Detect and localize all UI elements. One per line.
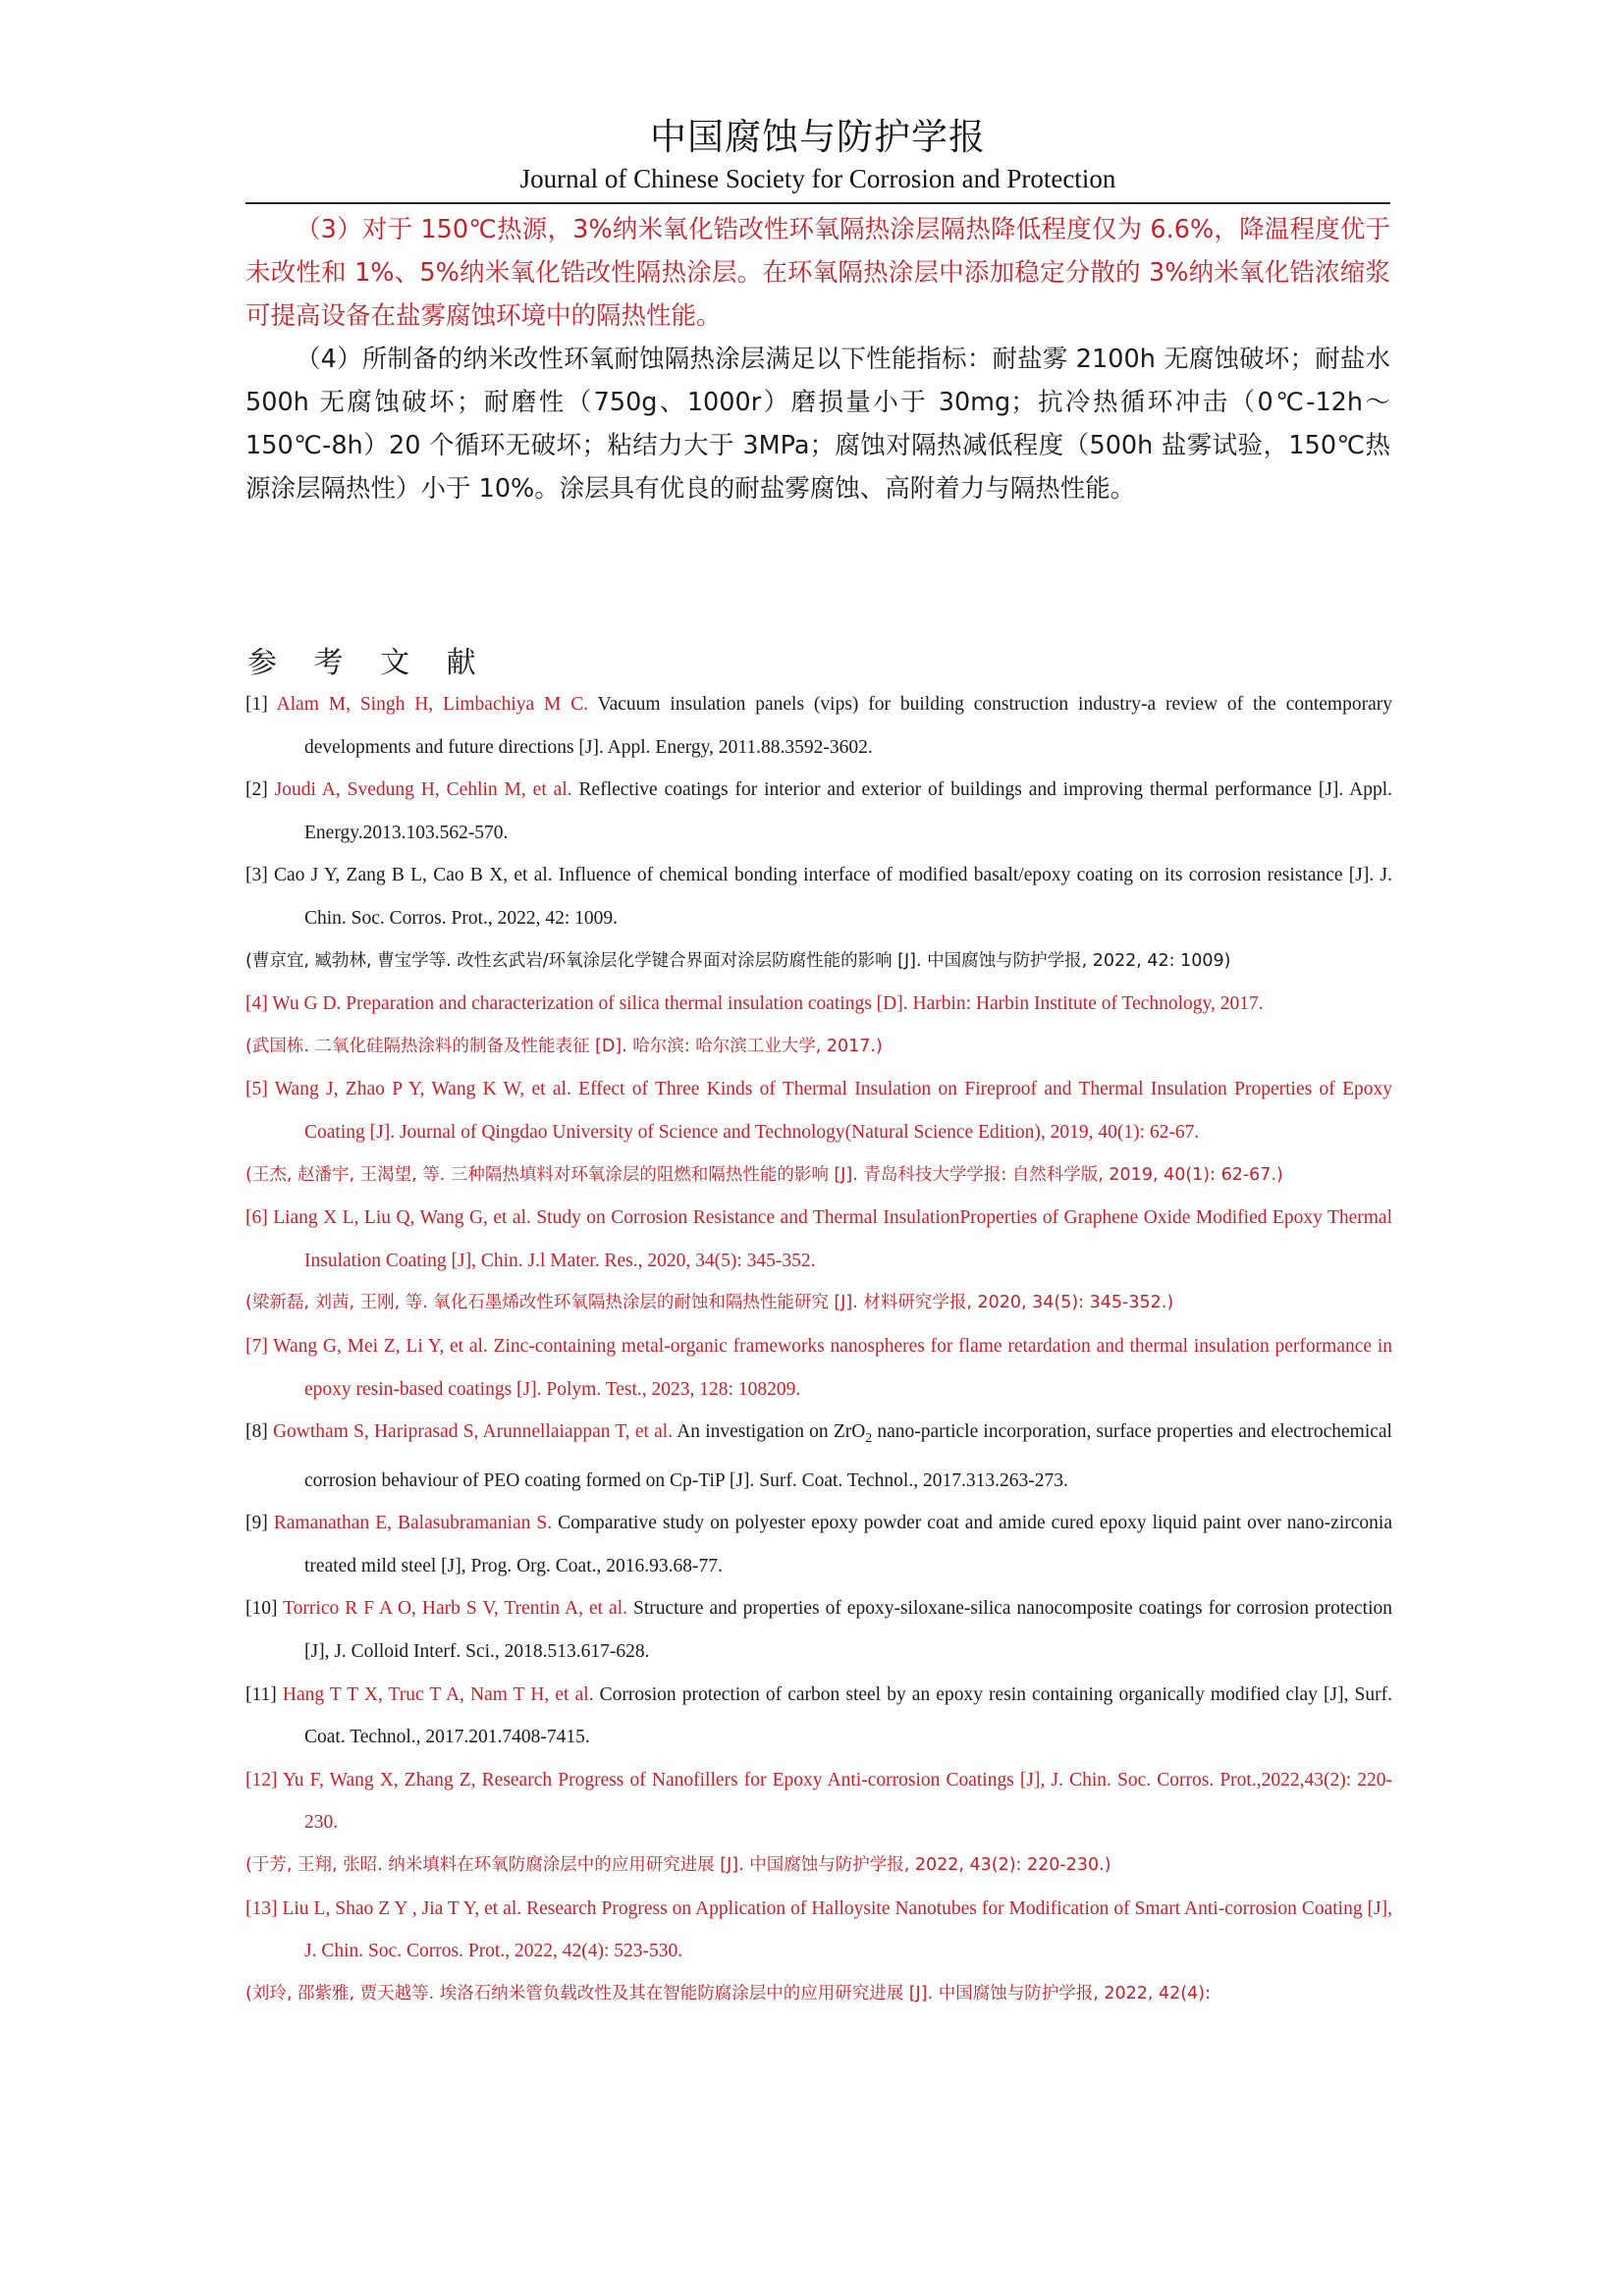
reference-2: [2] Joudi A, Svedung H, Cehlin M, et al. Reflective coatings for interior and exterior of buildings and improving thermal performance [J]. Appl. Energy.2013.103.562-570. xyxy=(245,779,1392,843)
references-heading: 参 考 文 献 xyxy=(247,646,490,680)
reference-authors: Joudi A, Svedung H, Cehlin M, et al. xyxy=(274,779,572,801)
header-rule xyxy=(245,202,1390,204)
reference-3-cn: (曹京宜, 臧勃林, 曹宝学等. 改性玄武岩/环氧涂层化学键合界面对涂层防腐性能的影响 [J]. 中国腐蚀与防护学报, 2022, 42: 1009) xyxy=(245,950,1231,971)
reference-12-cn: (于芳, 王翔, 张昭. 纳米填料在环氧防腐涂层中的应用研究进展 [J]. 中国腐蚀与防护学报, 2022, 43(2): 220-230.) xyxy=(245,1854,1111,1875)
reference-5-cn: (王杰, 赵潘宇, 王渴望, 等. 三种隔热填料对环氧涂层的阻燃和隔热性能的影响 [J]. 青岛科技大学学报: 自然科学版, 2019, 40(1): 62-67.) xyxy=(245,1164,1283,1185)
reference-authors: Torrico R F A O, Harb S V, Trentin A, et al. xyxy=(283,1598,628,1620)
reference-11: [11] Hang T T X, Truc T A, Nam T H, et al. Corrosion protection of carbon steel by an epoxy resin containing organically modified clay [J], Surf. Coat. Technol., 2017.201.7408-7415. xyxy=(245,1683,1393,1748)
reference-7: [7] Wang G, Mei Z, Li Y, et al. Zinc-containing metal-organic frameworks nanospheres for flame retardation and thermal insulation performance in epoxy resin-based coatings [J]. Polym. Test., 2023, 128: 108209. xyxy=(245,1335,1392,1400)
reference-4-cn: (武国栋. 二氧化硅隔热涂料的制备及性能表征 [D]. 哈尔滨: 哈尔滨工业大学, 2017.) xyxy=(245,1036,883,1056)
conclusion-paragraph-3: （3）对于 150℃热源，3%纳米氧化锆改性环氧隔热涂层隔热降低程度仅为 6.6%，降温程度优于未改性和 1%、5%纳米氧化锆改性隔热涂层。在环氧隔热涂层中添加稳定分散的 3%纳米氧化锆浓缩浆可提高设备在盐雾腐蚀环境中的隔热性能。 xyxy=(245,215,1390,331)
reference-9: [9] Ramanathan E, Balasubramanian S. Comparative study on polyester epoxy powder coat and amide cured epoxy liquid paint over nano-zirconia treated mild steel [J], Prog. Org. Coat., 2016.93.68-77. xyxy=(245,1513,1392,1576)
reference-authors: Alam M, Singh H, Limbachiya M C. xyxy=(276,694,589,715)
journal-title-cn: 中国腐蚀与防护学报 xyxy=(650,116,986,158)
reference-4: [4] Wu G D. Preparation and characterization of silica thermal insulation coatings [D]. Harbin: Harbin Institute of Technology, 2017. xyxy=(245,993,1264,1015)
running-header xyxy=(245,114,1390,194)
reference-authors: Ramanathan E, Balasubramanian S. xyxy=(273,1513,553,1534)
reference-13-cn: (刘玲, 邵紫雅, 贾天越等. 埃洛石纳米管负载改性及其在智能防腐涂层中的应用研究进展 [J]. 中国腐蚀与防护学报, 2022, 42(4): xyxy=(245,1983,1211,2003)
conclusion-paragraph-4: （4）所制备的纳米改性环氧耐蚀隔热涂层满足以下性能指标：耐盐雾 2100h 无腐蚀破坏；耐盐水 500h 无腐蚀破坏；耐磨性（750g、1000r）磨损量小于 30mg；抗冷热循环冲击（0℃-12h～150℃-8h）20 个循环无破坏；粘结力大于 3MPa；腐蚀对隔热减低程度（500h 盐雾试验，150℃热源涂层隔热性）小于 10%。涂层具有优良的耐盐雾腐蚀、高附着力与隔热性能。 xyxy=(245,345,1390,504)
reference-5: [5] Wang J, Zhao P Y, Wang K W, et al. Effect of Three Kinds of Thermal Insulation on Fireproof and Thermal Insulation Properties of Epoxy Coating [J]. Journal of Qingdao University of Science and Technology(Natural Science Edition), 2019, 40(1): 62-67. xyxy=(245,1079,1392,1143)
reference-12: [12] Yu F, Wang X, Zhang Z, Research Progress of Nanofillers for Epoxy Anti-corrosion Coatings [J], J. Chin. Soc. Corros. Prot.,2022,43(2): 220-230. xyxy=(245,1769,1392,1834)
reference-3: [3] Cao J Y, Zang B L, Cao B X, et al. Influence of chemical bonding interface of modified basalt/epoxy coating on its corrosion resistance [J]. J. Chin. Soc. Corros. Prot., 2022, 42: 1009. xyxy=(245,865,1392,929)
reference-6: [6] Liang X L, Liu Q, Wang G, et al. Study on Corrosion Resistance and Thermal InsulationProperties of Graphene Oxide Modified Epoxy Thermal Insulation Coating [J], Chin. J.l Mater. Res., 2020, 34(5): 345-352. xyxy=(245,1207,1392,1271)
conclusions-body xyxy=(245,208,1390,510)
reference-8: [8] Gowtham S, Hariprasad S, Arunnellaiappan T, et al. An investigation on ZrO$_2$ nano-particle incorporation, surface properties and electrochemical corrosion behaviour of PEO coating formed on Cp-TiP [J]. Surf. Coat. Technol., 2017.313.263-273. xyxy=(245,1421,1392,1491)
reference-1: [1] Alam M, Singh H, Limbachiya M C. Vacuum insulation panels (vips) for building construction industry-a review of the contemporary developments and future directions [J]. Appl. Energy, 2011.88.3592-3602. xyxy=(245,694,1392,758)
reference-authors: Hang T T X, Truc T A, Nam T H, et al. xyxy=(282,1683,594,1705)
reference-10: [10] Torrico R F A O, Harb S V, Trentin A, et al. Structure and properties of epoxy-siloxane-silica nanocomposite coatings for corrosion protection [J], J. Colloid Interf. Sci., 2018.513.617-628. xyxy=(245,1598,1392,1662)
reference-list xyxy=(245,683,1392,2015)
reference-6-cn: (梁新磊, 刘茜, 王刚, 等. 氧化石墨烯改性环氧隔热涂层的耐蚀和隔热性能研究 [J]. 材料研究学报, 2020, 34(5): 345-352.) xyxy=(245,1293,1174,1313)
reference-13: [13] Liu L, Shao Z Y , Jia T Y, et al. Research Progress on Application of Halloysite Nanotubes for Modification of Smart Anti-corrosion Coating [J], J. Chin. Soc. Corros. Prot., 2022, 42(4): 523-530. xyxy=(245,1897,1392,1962)
journal-title-en: Journal of Chinese Society for Corrosion and Protection xyxy=(519,164,1116,193)
reference-authors: Gowtham S, Hariprasad S, Arunnellaiappan T, et al. xyxy=(272,1421,674,1443)
